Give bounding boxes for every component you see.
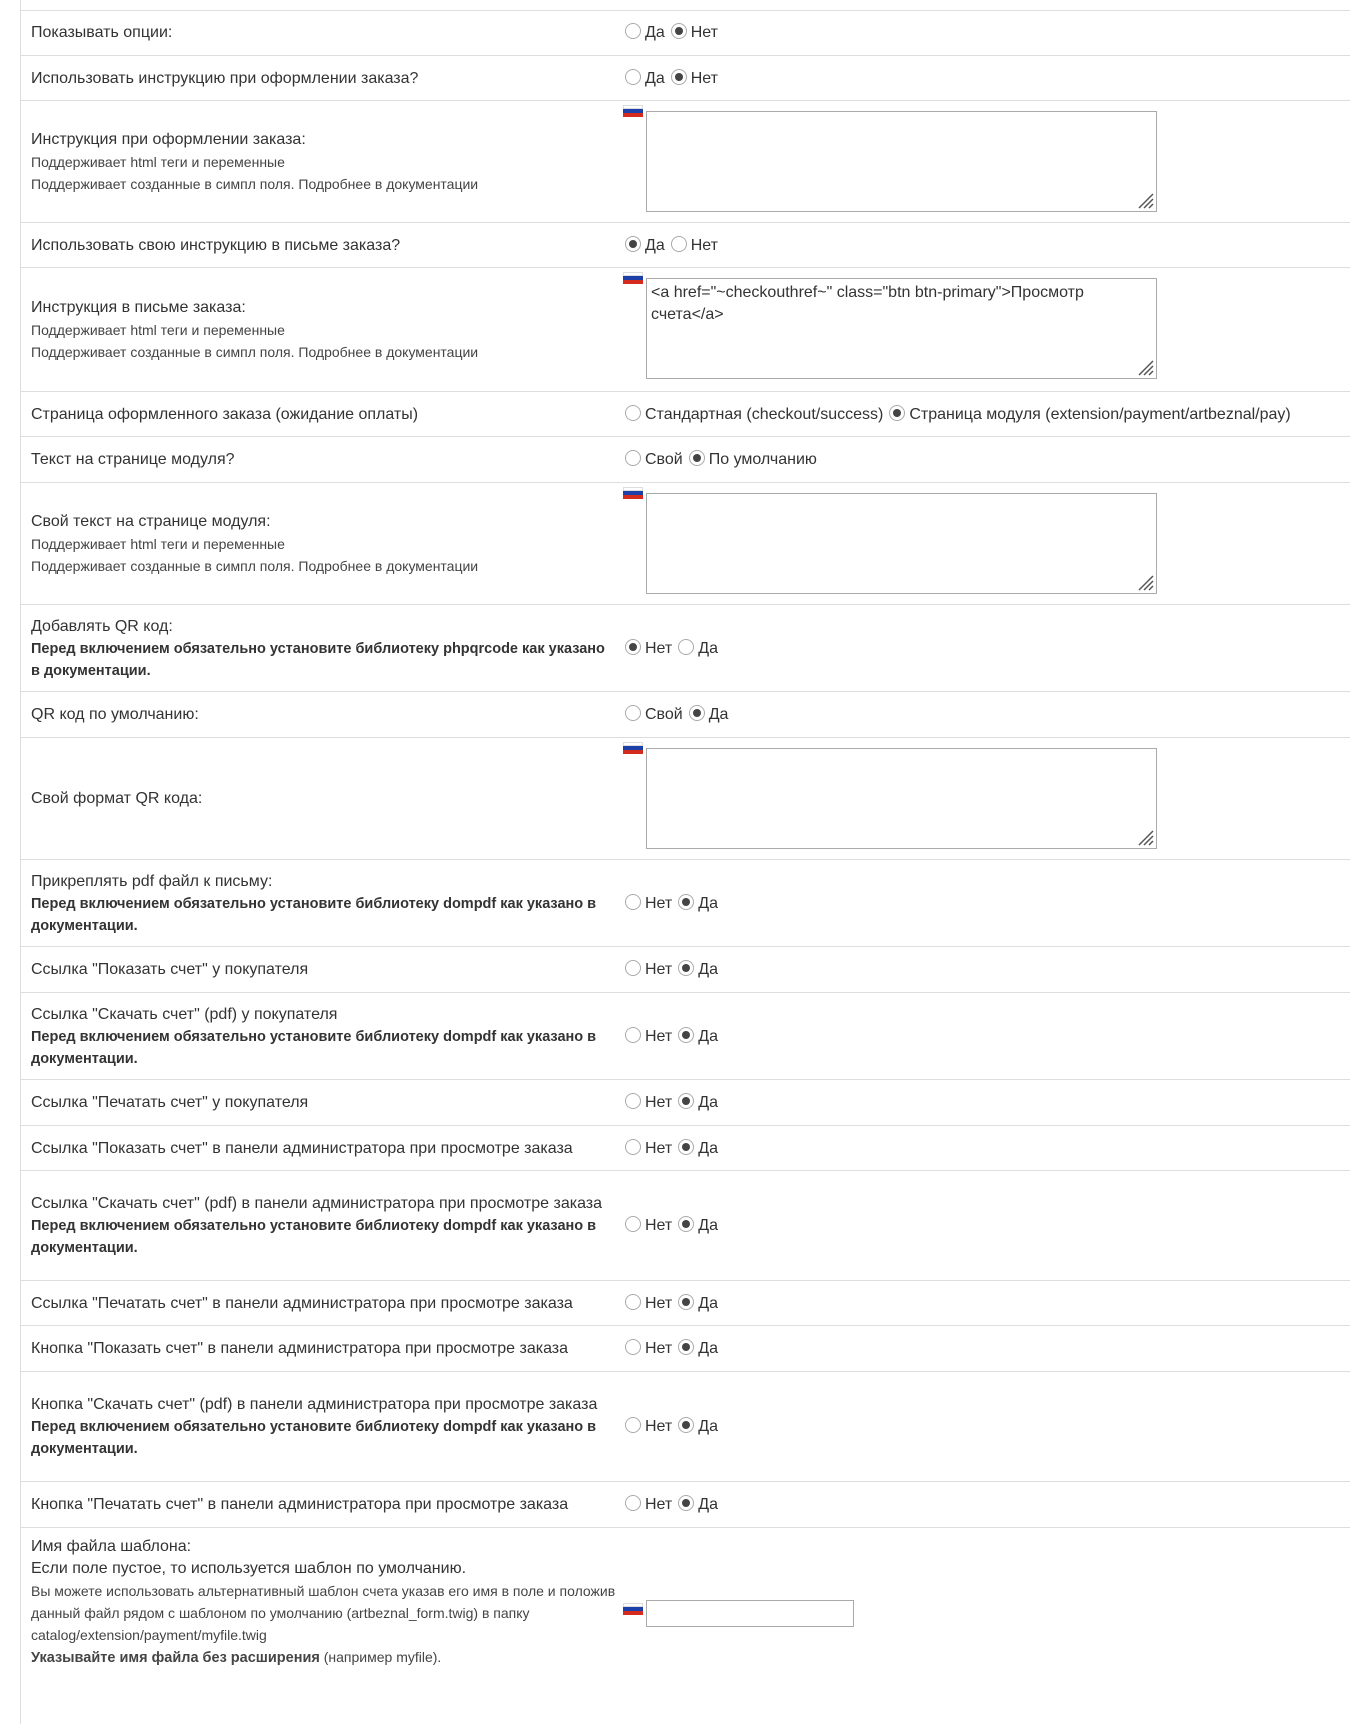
radio-checked[interactable] bbox=[689, 705, 705, 721]
radio-label[interactable]: Да bbox=[645, 69, 665, 87]
radio-unchecked[interactable] bbox=[625, 405, 641, 421]
template-file-example: (например myfile). bbox=[319, 1649, 442, 1665]
radio-group bbox=[623, 1217, 722, 1235]
radio-label[interactable]: Да bbox=[698, 1139, 718, 1157]
setting-label bbox=[31, 1394, 616, 1460]
setting-title: QR код по умолчанию: bbox=[31, 706, 199, 723]
setting-label bbox=[31, 68, 616, 90]
radio-checked[interactable] bbox=[625, 236, 641, 252]
russian-flag-icon bbox=[623, 272, 643, 284]
settings-row bbox=[21, 992, 1350, 1080]
radio-unchecked[interactable] bbox=[625, 450, 641, 466]
instruction-textarea[interactable] bbox=[646, 493, 1157, 594]
template-file-help: Вы можете использовать альтернативный шаблон счета указав его имя в поле и положив данный файл рядом с шаблоном по умолчанию (artbeznal_form.twig) в папку bbox=[31, 1583, 616, 1621]
template-file-note: Если поле пустое, то используется шаблон по умолчанию. bbox=[31, 1560, 467, 1577]
resize-grip-icon[interactable] bbox=[1134, 826, 1154, 846]
radio-unchecked[interactable] bbox=[625, 1294, 641, 1310]
setting-label bbox=[31, 22, 616, 44]
setting-label bbox=[31, 129, 616, 195]
radio-label[interactable]: Да bbox=[698, 894, 718, 912]
russian-flag-icon bbox=[623, 487, 643, 499]
setting-label bbox=[31, 959, 616, 981]
template-file-bold-note: Указывайте имя файла без расширения bbox=[31, 1650, 320, 1666]
setting-title: Свой формат QR кода: bbox=[31, 790, 203, 807]
setting-title: Добавлять QR код: bbox=[31, 617, 173, 635]
setting-title: Кнопка "Печатать счет" в панели администратора при просмотре заказа bbox=[31, 1496, 569, 1513]
setting-label bbox=[31, 788, 616, 810]
setting-label bbox=[31, 1494, 616, 1516]
radio-checked[interactable] bbox=[678, 894, 694, 910]
radio-checked[interactable] bbox=[678, 960, 694, 976]
radio-label[interactable]: Нет bbox=[690, 69, 718, 87]
radio-group bbox=[623, 1295, 722, 1313]
radio-checked[interactable] bbox=[689, 450, 705, 466]
settings-row bbox=[21, 1170, 1350, 1281]
settings-row bbox=[21, 1280, 1350, 1326]
setting-title: Кнопка "Показать счет" в панели администратора при просмотре заказа bbox=[31, 1340, 569, 1357]
setting-help: Поддерживает созданные в симпл поля. Подробнее в документации bbox=[31, 344, 479, 360]
template-file-input[interactable] bbox=[646, 1600, 854, 1627]
setting-label bbox=[31, 871, 616, 937]
radio-group bbox=[623, 640, 722, 658]
settings-row bbox=[21, 482, 1350, 605]
resize-grip-icon[interactable] bbox=[1134, 571, 1154, 591]
resize-grip-icon[interactable] bbox=[1134, 356, 1154, 376]
russian-flag-icon bbox=[623, 1603, 643, 1615]
radio-label[interactable]: Да bbox=[698, 1094, 718, 1111]
setting-label bbox=[31, 449, 616, 471]
setting-help: Поддерживает созданные в симпл поля. Подробнее в документации bbox=[31, 176, 479, 192]
radio-unchecked[interactable] bbox=[678, 639, 694, 655]
radio-checked[interactable] bbox=[671, 23, 687, 39]
radio-unchecked[interactable] bbox=[625, 894, 641, 910]
settings-row bbox=[21, 1125, 1350, 1171]
setting-warning: Перед включением обязательно установите библиотеку dompdf как указано в документации. bbox=[31, 895, 597, 934]
radio-unchecked[interactable] bbox=[625, 1417, 641, 1433]
setting-help: Поддерживает созданные в симпл поля. Подробнее в документации bbox=[31, 558, 479, 574]
flag-stripe bbox=[623, 1611, 643, 1615]
setting-warning: Перед включением обязательно установите библиотеку phpqrcode как указано в документации. bbox=[31, 640, 605, 679]
setting-warning: Перед включением обязательно установите библиотеку dompdf как указано в документации. bbox=[31, 1028, 597, 1067]
radio-unchecked[interactable] bbox=[625, 705, 641, 721]
radio-checked[interactable] bbox=[889, 405, 905, 421]
radio-group bbox=[623, 961, 722, 979]
radio-label[interactable]: Да bbox=[698, 1496, 718, 1513]
radio-unchecked[interactable] bbox=[671, 236, 687, 252]
setting-title: Инструкция при оформлении заказа: bbox=[31, 131, 306, 148]
radio-label[interactable]: Нет bbox=[645, 1294, 673, 1312]
flag-stripe bbox=[623, 113, 643, 117]
textarea-content: <a href="~checkouthref~" class="btn btn-primary">Просмотр счета</a> bbox=[651, 284, 1089, 323]
setting-title: Инструкция в письме заказа: bbox=[31, 299, 246, 316]
radio-checked[interactable] bbox=[678, 1139, 694, 1155]
radio-group bbox=[623, 1418, 722, 1436]
setting-label bbox=[31, 404, 616, 426]
settings-row bbox=[21, 11, 1350, 55]
radio-label[interactable]: Стандартная (checkout/success) bbox=[645, 405, 884, 423]
radio-unchecked[interactable] bbox=[625, 1027, 641, 1043]
setting-label bbox=[31, 1293, 616, 1315]
radio-checked[interactable] bbox=[678, 1027, 694, 1043]
instruction-textarea[interactable] bbox=[646, 111, 1157, 212]
settings-row bbox=[21, 55, 1350, 101]
russian-flag-icon bbox=[623, 742, 643, 754]
radio-group bbox=[623, 1496, 722, 1514]
radio-unchecked[interactable] bbox=[625, 23, 641, 39]
setting-label bbox=[31, 511, 616, 577]
settings-row bbox=[21, 1481, 1350, 1528]
radio-unchecked[interactable] bbox=[625, 1093, 641, 1109]
radio-unchecked[interactable] bbox=[625, 1216, 641, 1232]
setting-title: Текст на странице модуля? bbox=[31, 451, 235, 468]
radio-unchecked[interactable] bbox=[625, 69, 641, 85]
setting-title: Ссылка "Показать счет" в панели администратора при просмотре заказа bbox=[31, 1139, 573, 1157]
setting-title: Ссылка "Показать счет" у покупателя bbox=[31, 961, 309, 978]
radio-label[interactable]: Свой bbox=[645, 706, 683, 723]
setting-label bbox=[31, 1338, 616, 1360]
setting-warning: Перед включением обязательно установите библиотеку dompdf как указано в документации. bbox=[31, 1419, 597, 1457]
radio-checked[interactable] bbox=[678, 1294, 694, 1310]
radio-label[interactable]: Да bbox=[698, 1418, 718, 1435]
radio-label[interactable]: Нет bbox=[645, 1418, 673, 1435]
radio-label[interactable]: Да bbox=[645, 236, 665, 254]
radio-checked[interactable] bbox=[625, 639, 641, 655]
settings-row bbox=[21, 391, 1350, 437]
radio-group bbox=[623, 70, 722, 88]
setting-warning: Перед включением обязательно установите библиотеку dompdf как указано в документации. bbox=[31, 1218, 597, 1256]
flag-stripe bbox=[623, 280, 643, 284]
settings-row bbox=[21, 436, 1350, 483]
radio-checked[interactable] bbox=[678, 1417, 694, 1433]
settings-row bbox=[21, 859, 1350, 947]
setting-help: Поддерживает html теги и переменные bbox=[31, 536, 285, 552]
radio-label[interactable]: Нет bbox=[645, 1027, 673, 1045]
instruction-textarea[interactable] bbox=[646, 748, 1157, 849]
radio-label[interactable]: Нет bbox=[690, 236, 718, 254]
radio-group bbox=[623, 1094, 722, 1112]
row-template-file bbox=[21, 1527, 1350, 1725]
setting-label bbox=[31, 1193, 616, 1259]
radio-unchecked[interactable] bbox=[625, 960, 641, 976]
settings-row bbox=[21, 100, 1350, 223]
template-file-label bbox=[31, 1536, 616, 1669]
radio-unchecked[interactable] bbox=[625, 1339, 641, 1355]
radio-group bbox=[623, 24, 722, 42]
setting-title: Показывать опции: bbox=[31, 24, 173, 41]
settings-row bbox=[21, 222, 1350, 268]
radio-label[interactable]: Да bbox=[645, 24, 665, 41]
russian-flag-icon bbox=[623, 105, 643, 117]
radio-group bbox=[623, 1140, 722, 1158]
radio-label[interactable]: Да bbox=[698, 1294, 718, 1312]
radio-group bbox=[623, 1340, 722, 1358]
setting-title: Кнопка "Скачать счет" (pdf) в панели администратора при просмотре заказа bbox=[31, 1396, 598, 1413]
setting-title: Ссылка "Печатать счет" у покупателя bbox=[31, 1094, 309, 1111]
setting-label bbox=[31, 1004, 616, 1070]
radio-label[interactable]: Нет bbox=[645, 1094, 673, 1111]
radio-group bbox=[623, 895, 722, 913]
setting-help: Поддерживает html теги и переменные bbox=[31, 322, 285, 338]
radio-label[interactable]: Да bbox=[698, 1027, 718, 1045]
setting-label bbox=[31, 1092, 616, 1114]
radio-label[interactable]: Нет bbox=[645, 639, 673, 657]
radio-label[interactable]: По умолчанию bbox=[708, 451, 817, 468]
radio-label[interactable]: Страница модуля (extension/payment/artbeznal/pay) bbox=[909, 405, 1291, 423]
settings-row bbox=[21, 1325, 1350, 1372]
instruction-textarea[interactable] bbox=[646, 278, 1157, 379]
setting-title: Ссылка "Печатать счет" в панели администратора при просмотре заказа bbox=[31, 1294, 573, 1312]
setting-title: Свой текст на странице модуля: bbox=[31, 513, 271, 530]
radio-label[interactable]: Да bbox=[698, 639, 718, 657]
radio-label[interactable]: Нет bbox=[690, 24, 718, 41]
radio-label[interactable]: Да bbox=[698, 1340, 718, 1357]
radio-label[interactable]: Нет bbox=[645, 1340, 673, 1357]
setting-label bbox=[31, 704, 616, 726]
radio-group bbox=[623, 237, 722, 255]
setting-help: Поддерживает html теги и переменные bbox=[31, 154, 285, 170]
radio-group bbox=[623, 406, 1295, 424]
settings-row bbox=[21, 691, 1350, 738]
radio-checked[interactable] bbox=[671, 69, 687, 85]
radio-label[interactable]: Да bbox=[698, 961, 718, 978]
radio-unchecked[interactable] bbox=[625, 1495, 641, 1511]
radio-label[interactable]: Да bbox=[698, 1217, 718, 1234]
radio-checked[interactable] bbox=[678, 1093, 694, 1109]
settings-row bbox=[21, 604, 1350, 692]
radio-group bbox=[623, 706, 732, 724]
radio-group bbox=[623, 1028, 722, 1046]
template-file-path: catalog/extension/payment/myfile.twig bbox=[31, 1627, 267, 1643]
flag-stripe bbox=[623, 750, 643, 754]
setting-title: Страница оформленного заказа (ожидание оплаты) bbox=[31, 405, 419, 423]
radio-label[interactable]: Нет bbox=[645, 1217, 673, 1234]
setting-title: Использовать инструкцию при оформлении заказа? bbox=[31, 69, 419, 87]
radio-label[interactable]: Нет bbox=[645, 1139, 673, 1157]
setting-label bbox=[31, 616, 616, 682]
setting-title: Использовать свою инструкцию в письме заказа? bbox=[31, 236, 401, 254]
radio-checked[interactable] bbox=[678, 1216, 694, 1232]
radio-label[interactable]: Свой bbox=[645, 451, 683, 468]
radio-label[interactable]: Нет bbox=[645, 1496, 673, 1513]
radio-unchecked[interactable] bbox=[625, 1139, 641, 1155]
settings-row bbox=[21, 737, 1350, 860]
settings-row bbox=[21, 1079, 1350, 1126]
setting-title: Ссылка "Скачать счет" (pdf) у покупателя bbox=[31, 1005, 338, 1023]
setting-title: Прикреплять pdf файл к письму: bbox=[31, 872, 273, 890]
template-file-title: Имя файла шаблона: bbox=[31, 1538, 192, 1555]
resize-grip-icon[interactable] bbox=[1134, 189, 1154, 209]
setting-label bbox=[31, 297, 616, 363]
setting-label bbox=[31, 1138, 616, 1160]
setting-title: Ссылка "Скачать счет" (pdf) в панели администратора при просмотре заказа bbox=[31, 1195, 603, 1212]
radio-checked[interactable] bbox=[678, 1339, 694, 1355]
flag-stripe bbox=[623, 495, 643, 499]
settings-row bbox=[21, 1371, 1350, 1482]
settings-row bbox=[21, 946, 1350, 993]
radio-label[interactable]: Нет bbox=[645, 894, 673, 912]
setting-label bbox=[31, 235, 616, 257]
radio-label[interactable]: Нет bbox=[645, 961, 673, 978]
radio-label[interactable]: Да bbox=[708, 706, 729, 723]
settings-form bbox=[20, 0, 1350, 1724]
radio-checked[interactable] bbox=[678, 1495, 694, 1511]
settings-row bbox=[21, 267, 1350, 392]
radio-group bbox=[623, 451, 821, 469]
